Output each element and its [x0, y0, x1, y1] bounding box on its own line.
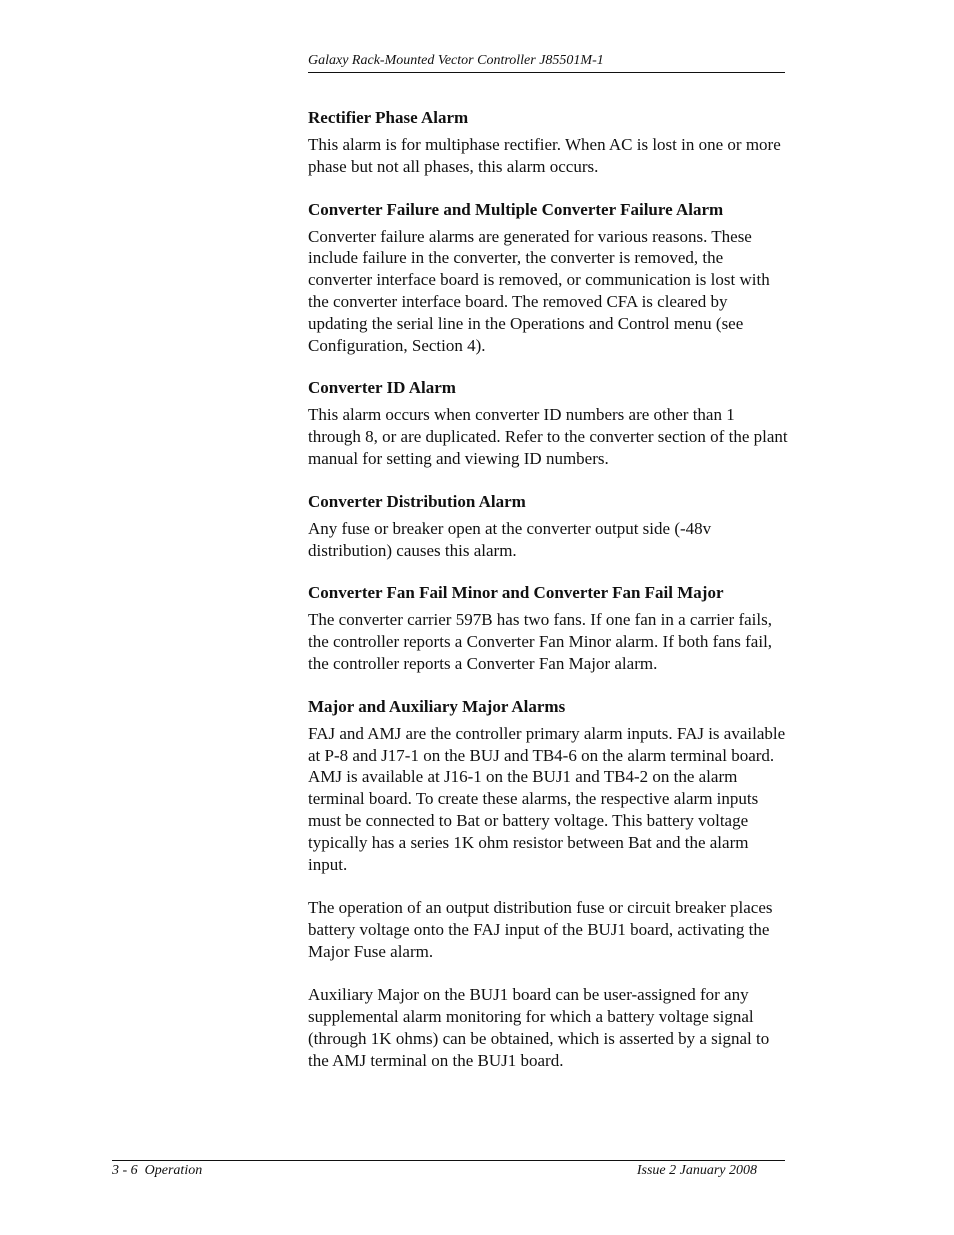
section-major-auxiliary-alarms: [308, 696, 788, 1072]
footer-page-label: 3 - 6 Operation: [112, 1163, 203, 1178]
section-title: Converter ID Alarm: [308, 378, 456, 398]
paragraph: Auxiliary Major on the BUJ1 board can be user-assigned for any supplemental alarm monitoring for which a battery voltage signal (through 1K ohms) can be obtained, which is asserted by a signal to the AMJ terminal on the BUJ1 board.: [308, 985, 770, 1070]
running-header: Galaxy Rack-Mounted Vector Controller J85501M-1: [308, 53, 604, 68]
page-content: [308, 107, 788, 1093]
paragraph: The operation of an output distribution fuse or circuit breaker places battery voltage onto the FAJ input of the BUJ1 board, activating the Major Fuse alarm.: [308, 898, 773, 961]
paragraph: This alarm occurs when converter ID numbers are other than 1 through 8, or are duplicated. Refer to the converter section of the plant manual for setting and viewing ID numbers.: [308, 405, 788, 468]
footer-issue-date: Issue 2 January 2008: [636, 1163, 757, 1178]
footer-rule: [112, 1160, 785, 1161]
paragraph: This alarm is for multiphase rectifier. When AC is lost in one or more phase but not all phases, this alarm occurs.: [308, 135, 781, 176]
section-converter-distribution-alarm: [308, 491, 788, 562]
header-rule: [308, 72, 785, 73]
section-converter-id-alarm: [308, 377, 788, 469]
section-title: Converter Fan Fail Minor and Converter Fan Fail Major: [308, 583, 724, 603]
section-title: Converter Failure and Multiple Converter Failure Alarm: [308, 199, 724, 219]
section-title: Converter Distribution Alarm: [308, 491, 526, 511]
paragraph: The converter carrier 597B has two fans. If one fan in a carrier fails, the controller reports a Converter Fan Minor alarm. If both fans fail, the controller reports a Converter Fan Major alarm.: [308, 610, 773, 673]
paragraph: Converter failure alarms are generated for various reasons. These include failure in the converter, the converter is removed, the converter interface board is removed, or communication is lost with the converter interface board. The removed CFA is cleared by updating the serial line in the Operations and Control menu (see Configuration, Section 4).: [308, 226, 770, 355]
section-title: Major and Auxiliary Major Alarms: [308, 696, 566, 716]
section-converter-failure-alarm: [308, 199, 788, 357]
section-rectifier-phase-alarm: [308, 107, 788, 178]
paragraph: FAJ and AMJ are the controller primary alarm inputs. FAJ is available at P-8 and J17-1 on the BUJ and TB4-6 on the alarm terminal board. AMJ is available at J16-1 on the BUJ1 and TB4-2 on the alarm terminal board. To create these alarms, the respective alarm inputs must be connected to Bat or battery voltage. This battery voltage typically has a series 1K ohm resistor between Bat and the alarm input.: [308, 723, 786, 874]
section-converter-fan-fail: [308, 582, 788, 674]
paragraph: Any fuse or breaker open at the converter output side (-48v distribution) causes this alarm.: [308, 518, 712, 560]
section-title: Rectifier Phase Alarm: [308, 108, 469, 127]
